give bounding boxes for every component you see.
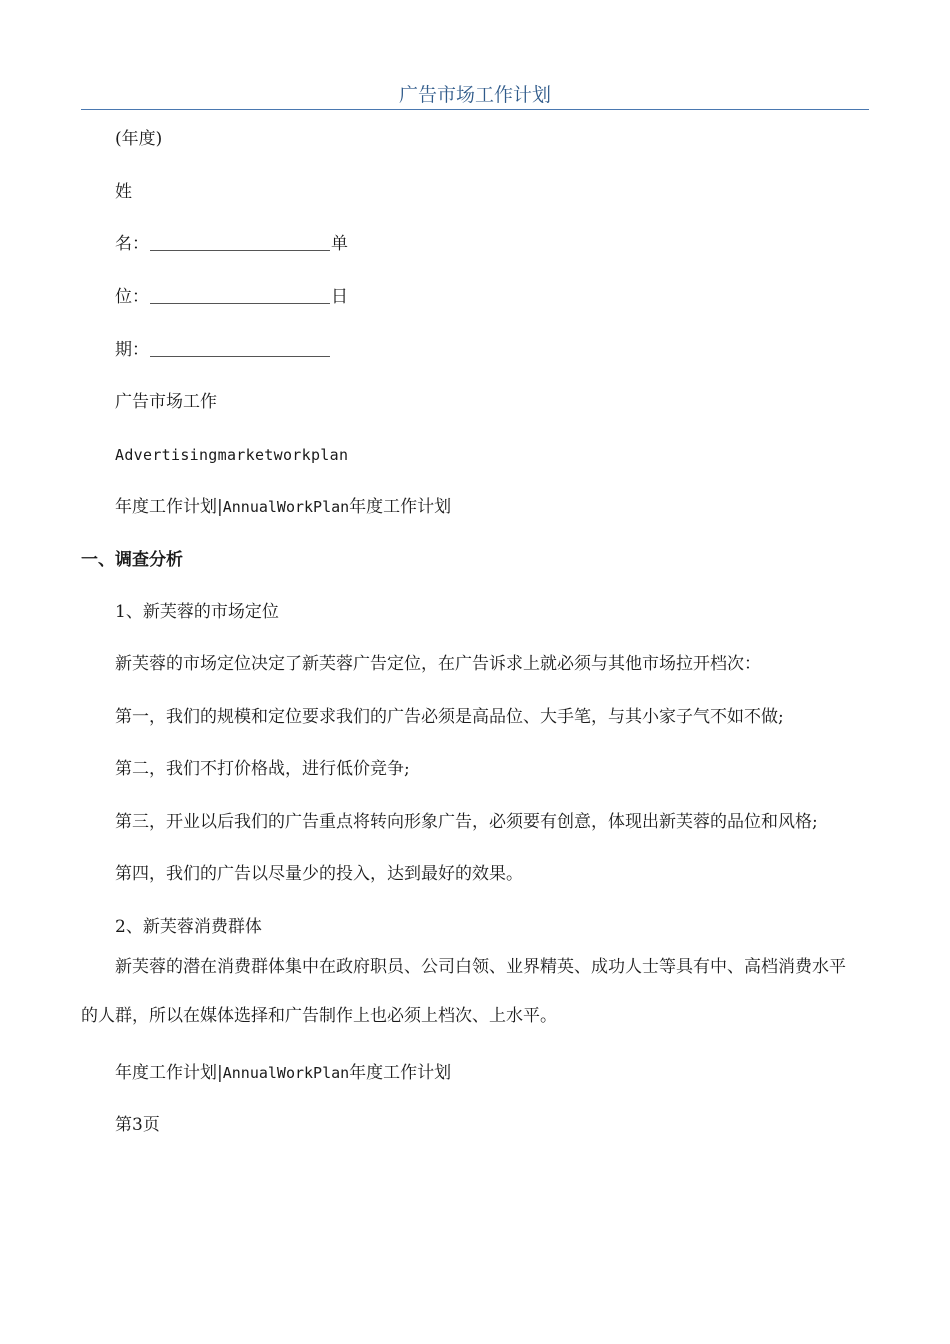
unit-label-part1: 单 [331,234,348,254]
unit-blank-line[interactable] [150,287,330,304]
document-header-title: 广告市场工作计划 [398,84,551,106]
paragraph-1: 新芙蓉的市场定位决定了新芙蓉广告定位，在广告诉求上就必须与其他市场拉开档次： [115,654,761,674]
cover-subtitle-en: Advertisingmarketworkplan [115,446,349,464]
name-blank-line[interactable] [150,234,330,251]
header-divider [81,109,869,110]
name-label-part1: 姓 [115,182,132,202]
unit-field-row [115,285,348,309]
paragraph-3: 第二，我们不打价格战，进行低价竞争; [115,759,410,779]
cover-footer-en: AnnualWorkPlan [222,498,350,516]
subsection-heading-2: 2、新芙蓉消费群体 [115,917,262,937]
page-footer-cn-b: 年度工作计划 [349,1063,452,1083]
cover-subtitle-cn: 广告市场工作 [115,392,217,412]
date-blank-line[interactable] [150,340,330,357]
date-label-part1: 日 [331,287,348,307]
subsection-heading-1: 1、新芙蓉的市场定位 [115,602,279,622]
date-label-part2: 期： [115,340,149,360]
page-number: 第3页 [115,1115,160,1135]
page-footer-cn-a: 年度工作计划| [115,1063,223,1083]
cover-footer-cn-b: 年度工作计划 [349,497,452,517]
date-field-row [115,338,331,362]
paragraph-6: 新芙蓉的潜在消费群体集中在政府职员、公司白领、业界精英、成功人士等具有中、高档消费水平的人群，所以在媒体选择和广告制作上也必须上档次、上水平。 [81,957,846,1026]
cover-footer-cn-a: 年度工作计划| [115,497,223,517]
year-label: (年度) [115,129,163,149]
name-label-part2: 名： [115,234,149,254]
paragraph-5: 第四，我们的广告以尽量少的投入，达到最好的效果。 [115,864,523,884]
page-footer-en: AnnualWorkPlan [222,1064,350,1082]
unit-label-part2: 位： [115,287,149,307]
page-footer-line [115,1061,451,1085]
name-field-row [115,232,348,256]
paragraph-4: 第三，开业以后我们的广告重点将转向形象广告，必须要有创意，体现出新芙蓉的品位和风格; [115,812,818,832]
paragraph-2: 第一，我们的规模和定位要求我们的广告必须是高品位、大手笔，与其小家子气不如不做; [115,707,784,727]
section-heading: 一、调查分析 [81,550,183,570]
cover-footer-line [115,495,451,519]
